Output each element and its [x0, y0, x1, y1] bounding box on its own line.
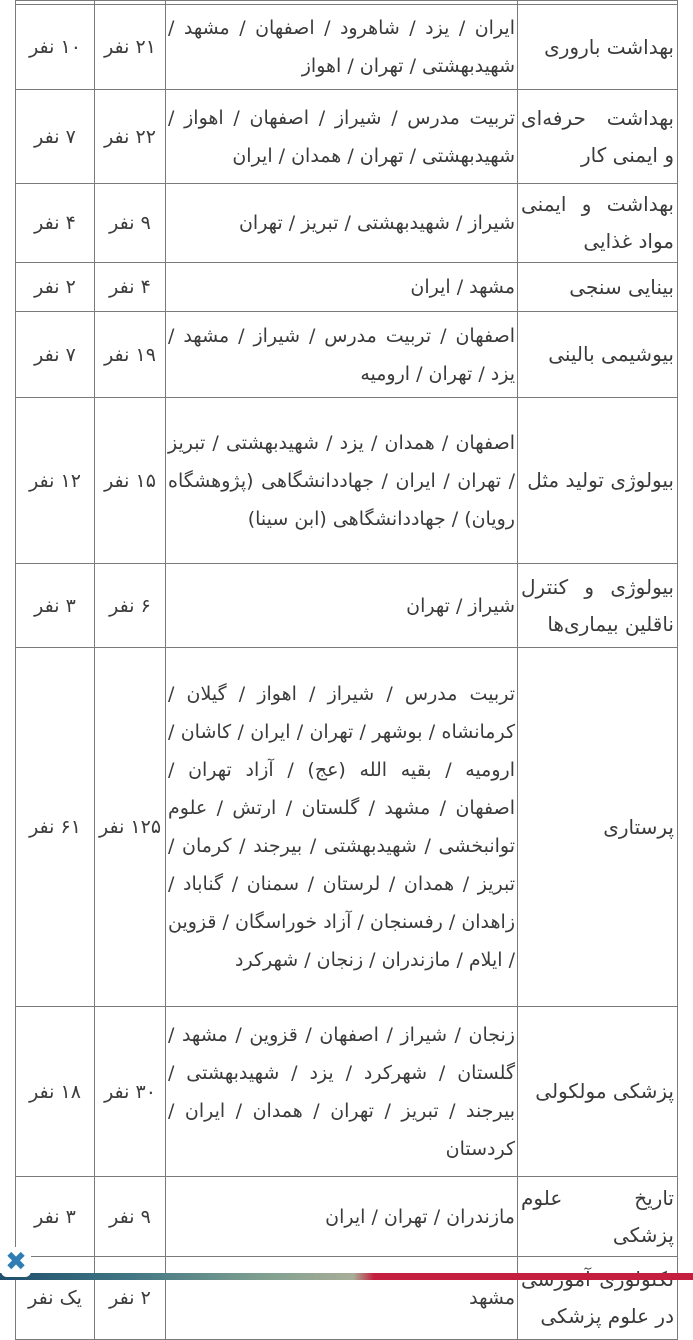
universities-cell: شیراز / شهیدبهشتی / تبریز / تهران — [166, 184, 518, 263]
count-cell: ۲ نفر — [95, 1257, 166, 1340]
universities-cell: مازندران / تهران / ایران — [166, 1177, 518, 1257]
count-cell: ۳۰ نفر — [95, 1007, 166, 1177]
count-cell: ۴ نفر — [95, 263, 166, 312]
table-row — [16, 5, 678, 90]
table-row — [16, 263, 678, 312]
count-cell: ۱۲۵ نفر — [95, 648, 166, 1007]
universities-cell: مشهد — [166, 1257, 518, 1340]
count-cell: ۱۹ نفر — [95, 312, 166, 398]
field-cell: پرستاری — [518, 648, 678, 1007]
count-cell: یک نفر — [16, 1257, 95, 1340]
table-row — [16, 398, 678, 564]
field-cell: بیولوژی تولید مثل — [518, 398, 678, 564]
universities-cell: تربیت مدرس / شیراز / اصفهان / اهواز / شهیدبهشتی / تهران / همدان / ایران — [166, 90, 518, 184]
count-cell: ۴ نفر — [16, 184, 95, 263]
table-row — [16, 1007, 678, 1177]
count-cell: ۱۰ نفر — [16, 5, 95, 90]
count-cell: ۳ نفر — [16, 564, 95, 648]
count-cell: ۷ نفر — [16, 90, 95, 184]
count-cell: ۹ نفر — [95, 184, 166, 263]
field-cell: بیولوژی و کنترل ناقلین بیماری‌ها — [518, 564, 678, 648]
universities-cell: اصفهان / همدان / یزد / شهیدبهشتی / تبریز / تهران / ایران / جهاددانشگاهی (پژوهشگاه رویان) / جهاددانشگاهی (ابن سینا) — [166, 398, 518, 564]
count-cell: ۳ نفر — [16, 1177, 95, 1257]
table-row — [16, 90, 678, 184]
field-cell: در علوم پزشکی — [518, 1257, 678, 1340]
table-row — [16, 312, 678, 398]
table-row — [16, 1177, 678, 1257]
field-cell: بینایی سنجی — [518, 263, 678, 312]
count-cell: ۱۸ نفر — [16, 1007, 95, 1177]
universities-cell: زنجان / شیراز / اصفهان / قزوین / مشهد / گلستان / شهرکرد / یزد / شهیدبهشتی / بیرجند / تبریز / تهران / همدان / ایران / کردستان — [166, 1007, 518, 1177]
table-row — [16, 648, 678, 1007]
count-cell: ۶۱ نفر — [16, 648, 95, 1007]
field-cell: بهداشت باروری — [518, 5, 678, 90]
ad-close-button[interactable] — [1, 1247, 31, 1277]
table-row — [16, 564, 678, 648]
universities-cell: اصفهان / تربیت مدرس / شیراز / مشهد / یزد / تهران / ارومیه — [166, 312, 518, 398]
universities-cell: ایران / یزد / شاهرود / اصفهان / مشهد / شهیدبهشتی / تهران / اهواز — [166, 5, 518, 90]
count-cell: ۱۲ نفر — [16, 398, 95, 564]
count-cell: ۱۵ نفر — [95, 398, 166, 564]
table-body — [16, 1, 678, 1340]
field-cell: بهداشت و ایمنی مواد غذایی — [518, 184, 678, 263]
table-row — [16, 1257, 678, 1340]
count-cell: ۲ نفر — [16, 263, 95, 312]
field-cell: بیوشیمی بالینی — [518, 312, 678, 398]
count-cell: ۹ نفر — [95, 1177, 166, 1257]
count-cell: ۷ نفر — [16, 312, 95, 398]
count-cell: ۶ نفر — [95, 564, 166, 648]
field-cell: بهداشت حرفه‌ای و ایمنی کار — [518, 90, 678, 184]
table-row — [16, 184, 678, 263]
universities-cell: شیراز / تهران — [166, 564, 518, 648]
ad-banner-top-edge[interactable] — [0, 1273, 693, 1280]
field-cell: پزشکی مولکولی — [518, 1007, 678, 1177]
count-cell: ۲۱ نفر — [95, 5, 166, 90]
universities-cell: مشهد / ایران — [166, 263, 518, 312]
admissions-table — [15, 0, 678, 1340]
universities-cell: تربیت مدرس / شیراز / اهواز / گیلان / کرمانشاه / بوشهر / تهران / ایران / کاشان / ارومیه / بقیه الله (عج) / آزاد تهران / اصفهان / مشهد / گلستان / ارتش / علوم توانبخشی / شهیدبهشتی / بیرجند / کرمان / تبریز / همدان / لرستان / سمنان / گناباد / زاهدان / رفسنجان / آزاد خوراسگان / قزوین / ایلام / مازندران / زنجان / شهرکرد — [166, 648, 518, 1007]
close-icon: ✖ — [5, 1247, 27, 1277]
count-cell: ۲۲ نفر — [95, 90, 166, 184]
field-cell: تاریخ علوم پزشکی — [518, 1177, 678, 1257]
